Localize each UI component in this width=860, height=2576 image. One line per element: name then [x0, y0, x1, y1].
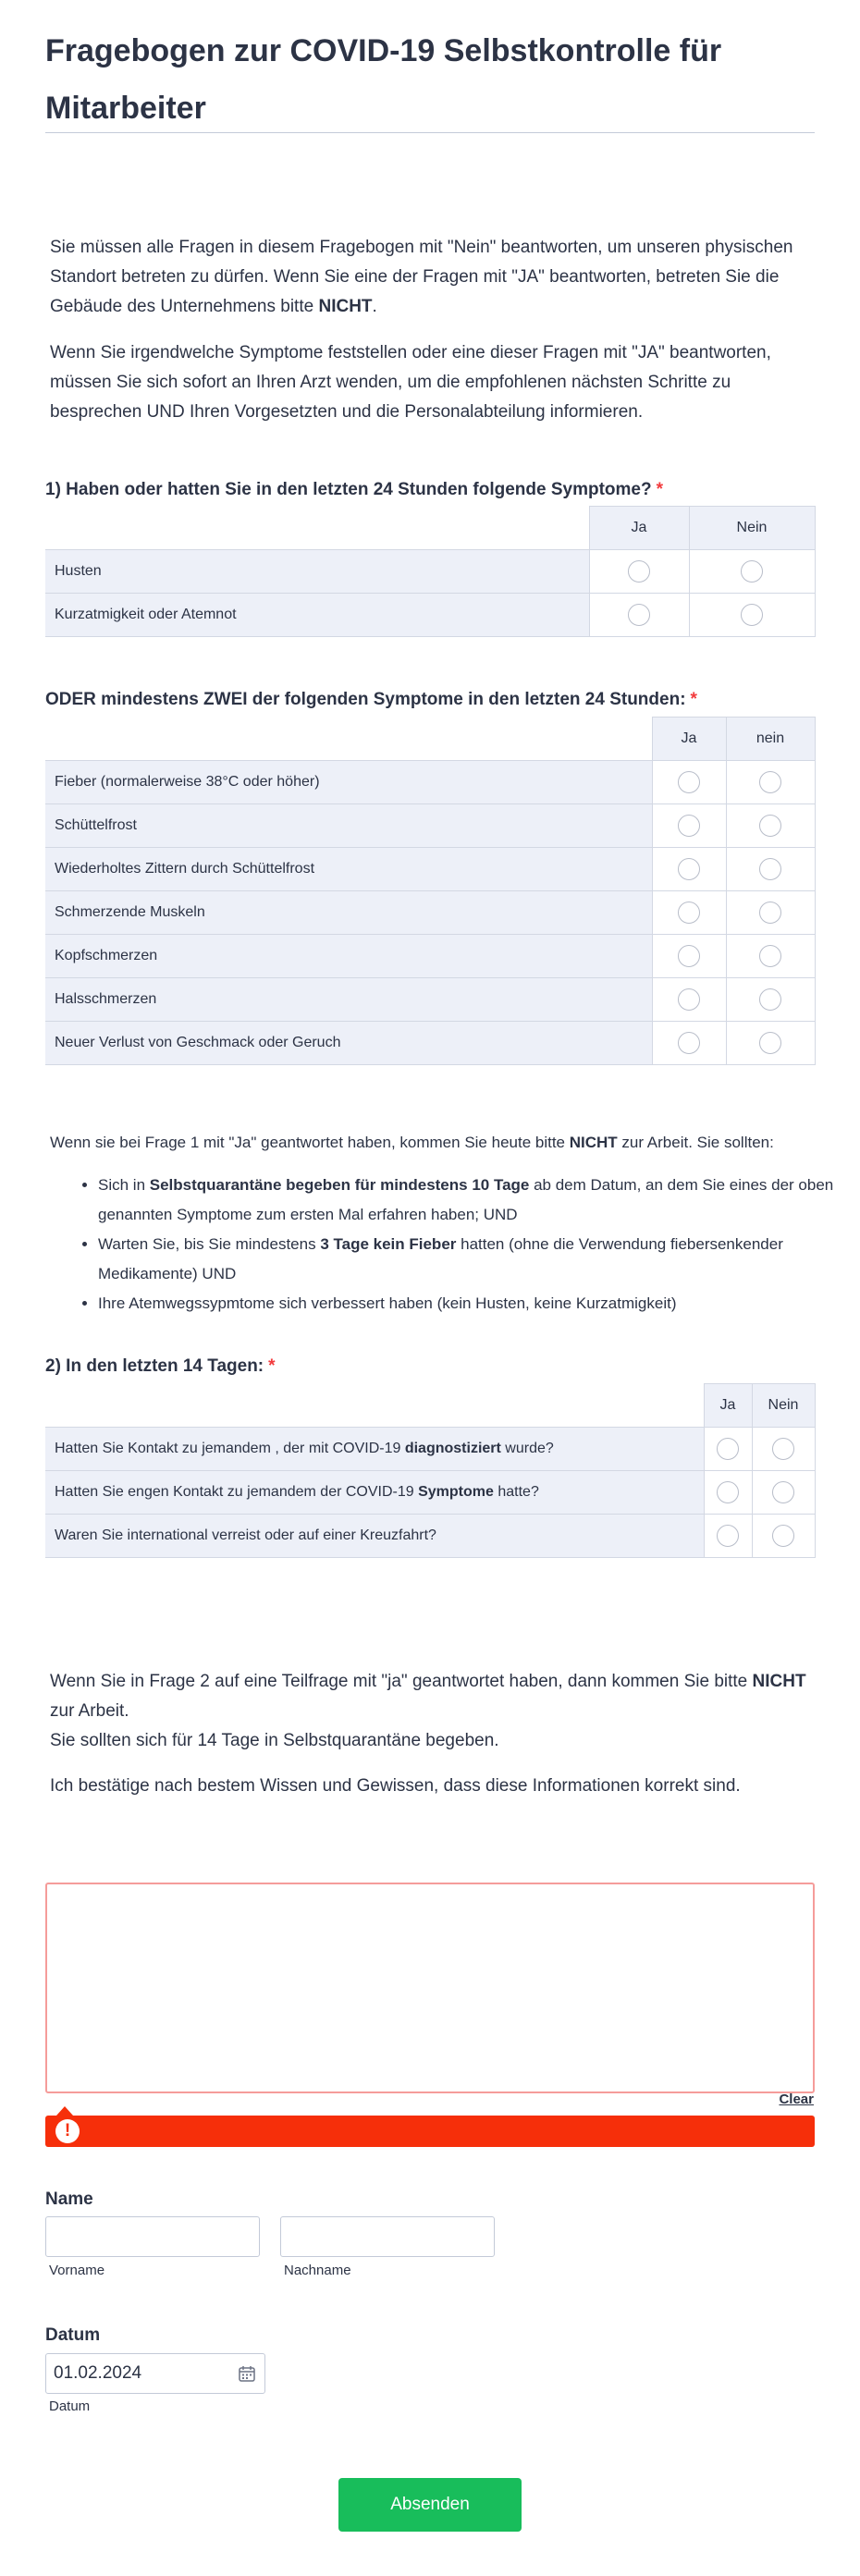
q1b-matrix	[45, 717, 816, 1065]
name-label: Name	[45, 2190, 93, 2209]
radio-cell	[652, 935, 726, 978]
radio-cell	[726, 804, 815, 848]
matrix-corner	[45, 718, 652, 761]
instructions-list	[50, 1171, 856, 1319]
q1-col-nein: Nein	[689, 507, 815, 550]
row-emphasis: Symptome	[418, 1484, 494, 1500]
radio-cell	[652, 1022, 726, 1065]
q1b-row-label: Halsschmerzen	[45, 978, 652, 1022]
intro-paragraph-1	[50, 233, 808, 322]
closing-text: Wenn Sie in Frage 2 auf eine Teilfrage mit "ja" geantwortet haben, dann kommen Sie bitte	[50, 1672, 753, 1691]
row-text: hatte?	[493, 1484, 539, 1500]
list-item	[98, 1171, 856, 1230]
row-text: Hatten Sie engen Kontakt zu jemandem der COVID-19	[55, 1484, 419, 1500]
q1-r2-nein-radio[interactable]	[741, 604, 763, 626]
instructions-lead	[50, 1128, 808, 1158]
radio-cell	[726, 935, 815, 978]
radio-cell	[726, 848, 815, 891]
title-divider	[45, 132, 815, 133]
matrix-corner	[45, 1384, 704, 1428]
q1b-row-label: Wiederholtes Zittern durch Schüttelfrost	[45, 848, 652, 891]
date-field[interactable]	[45, 2353, 265, 2394]
date-sublabel: Datum	[49, 2398, 91, 2414]
q1b-row-label: Fieber (normalerweise 38°C oder höher)	[45, 761, 652, 804]
table-row	[45, 1022, 815, 1065]
q1-r1-ja-cell	[589, 550, 689, 594]
list-text: Sich in	[98, 1176, 150, 1194]
radio-cell	[652, 978, 726, 1022]
q1b-r1-nein-radio[interactable]	[759, 771, 781, 793]
q1b-label	[45, 690, 697, 710]
list-emphasis: 3 Tage kein Fieber	[320, 1235, 457, 1253]
radio-cell	[652, 891, 726, 935]
list-text: ab dem Datum, an dem Sie eines der oben genannten Symptome zum ersten Mal erfahren haben; UND	[98, 1176, 834, 1223]
q1b-r5-ja-radio[interactable]	[678, 945, 700, 967]
closing-paragraph-2: Ich bestätige nach bestem Wissen und Gewissen, dass diese Informationen korrekt sind.	[50, 1776, 741, 1796]
radio-cell	[704, 1428, 752, 1471]
instructions-text: Wenn sie bei Frage 1 mit "Ja" geantwortet haben, kommen Sie heute bitte	[50, 1134, 570, 1151]
list-text: hatten (ohne die Verwendung fiebersenkender Medikamente) UND	[98, 1235, 783, 1282]
q1b-r1-ja-radio[interactable]	[678, 771, 700, 793]
q1-r1-nein-cell	[689, 550, 815, 594]
radio-cell	[726, 761, 815, 804]
error-exclamation-icon: !	[55, 2119, 80, 2143]
intro-text: Sie müssen alle Fragen in diesem Fragebogen mit "Nein" beantworten, um unseren physischen Standort betreten zu dürfen. Wenn Sie eine der Fragen mit "JA" beantworten, betreten Sie die Gebäude des Unternehmens bitte	[50, 238, 793, 316]
date-value: 01.02.2024	[54, 2363, 142, 2383]
matrix-corner	[45, 507, 589, 550]
q1-row-label: Kurzatmigkeit oder Atemnot	[45, 594, 589, 637]
q1-matrix	[45, 506, 816, 637]
radio-cell	[726, 891, 815, 935]
table-row	[45, 1515, 815, 1558]
radio-cell	[726, 978, 815, 1022]
list-emphasis: Selbstquarantäne begeben für mindestens 10 Tage	[149, 1176, 530, 1194]
radio-cell	[752, 1471, 815, 1515]
list-item	[98, 1230, 856, 1289]
q1b-r7-nein-radio[interactable]	[759, 1032, 781, 1054]
q1b-label-text: ODER mindestens ZWEI der folgenden Symptome in den letzten 24 Stunden:	[45, 690, 686, 709]
q1b-r7-ja-radio[interactable]	[678, 1032, 700, 1054]
q2-row-label	[45, 1428, 704, 1471]
table-row	[45, 1428, 815, 1471]
q2-r3-nein-radio[interactable]	[772, 1525, 794, 1547]
q1b-r5-nein-radio[interactable]	[759, 945, 781, 967]
q2-row-label: Waren Sie international verreist oder auf einer Kreuzfahrt?	[45, 1515, 704, 1558]
row-text: wurde?	[500, 1441, 554, 1456]
intro-paragraph-2: Wenn Sie irgendwelche Symptome feststellen oder eine dieser Fragen mit "JA" beantworten, müssen Sie sich sofort an Ihren Arzt wenden, um die empfohlenen nächsten Schritte zu besprechen UND Ihren Vorgesetzten und die Personalabteilung informieren.	[50, 343, 771, 422]
instructions-emphasis: NICHT	[569, 1134, 618, 1151]
radio-cell	[704, 1471, 752, 1515]
q1b-col-ja: Ja	[652, 718, 726, 761]
required-mark: *	[268, 1356, 276, 1376]
form-title: Fragebogen zur COVID-19 Selbstkontrolle für Mitarbeiter	[45, 33, 722, 126]
table-row	[45, 848, 815, 891]
table-row	[45, 1471, 815, 1515]
radio-cell	[652, 848, 726, 891]
table-row	[45, 891, 815, 935]
list-text: Warten Sie, bis Sie mindestens	[98, 1235, 321, 1253]
q2-matrix	[45, 1383, 816, 1558]
last-name-sublabel: Nachname	[284, 2263, 351, 2278]
radio-cell	[704, 1515, 752, 1558]
table-row	[45, 594, 815, 637]
q1b-r6-nein-radio[interactable]	[759, 988, 781, 1011]
last-name-input[interactable]	[280, 2216, 495, 2257]
list-item: • Ihre Atemwegssypmtome sich verbessert haben (kein Husten, keine Kurzatmigkeit)	[98, 1289, 856, 1319]
radio-cell	[652, 761, 726, 804]
closing-text: zur Arbeit.	[50, 1701, 129, 1721]
radio-cell	[752, 1515, 815, 1558]
table-row	[45, 978, 815, 1022]
q1b-r6-ja-radio[interactable]	[678, 988, 700, 1011]
table-row	[45, 761, 815, 804]
q2-row-label	[45, 1471, 704, 1515]
table-row	[45, 935, 815, 978]
q2-r1-ja-radio[interactable]	[717, 1438, 739, 1460]
q1b-r3-nein-radio[interactable]	[759, 858, 781, 880]
q1b-row-label: Kopfschmerzen	[45, 935, 652, 978]
q1b-r2-ja-radio[interactable]	[678, 815, 700, 837]
first-name-sublabel: Vorname	[49, 2263, 105, 2278]
closing-emphasis: NICHT	[752, 1672, 806, 1691]
instructions-text-end: zur Arbeit. Sie sollten:	[617, 1134, 774, 1151]
radio-cell	[726, 1022, 815, 1065]
table-row	[45, 804, 815, 848]
signature-error-bar	[45, 2116, 815, 2147]
q2-col-nein: Nein	[752, 1384, 815, 1428]
q1b-r4-nein-radio[interactable]	[759, 902, 781, 924]
radio-cell	[652, 804, 726, 848]
q1-r2-ja-radio[interactable]	[628, 604, 650, 626]
q2-label-text: 2) In den letzten 14 Tagen:	[45, 1356, 264, 1376]
clear-signature-link[interactable]: Clear	[779, 2091, 814, 2107]
q1-r2-nein-cell	[689, 594, 815, 637]
radio-cell	[752, 1428, 815, 1471]
q2-label	[45, 1356, 276, 1377]
q1-label-text: 1) Haben oder hatten Sie in den letzten 24 Stunden folgende Symptome?	[45, 480, 652, 499]
row-text: Hatten Sie Kontakt zu jemandem , der mit COVID-19	[55, 1441, 405, 1456]
calendar-icon[interactable]	[239, 2365, 255, 2382]
intro-text-end: .	[372, 297, 377, 316]
q2-r2-ja-radio[interactable]	[717, 1481, 739, 1503]
closing-text: Sie sollten sich für 14 Tage in Selbstquarantäne begeben.	[50, 1731, 499, 1750]
q1-r2-ja-cell	[589, 594, 689, 637]
q1-col-ja: Ja	[589, 507, 689, 550]
closing-paragraph-1	[50, 1667, 808, 1756]
row-emphasis: diagnostiziert	[404, 1441, 501, 1456]
q1b-r3-ja-radio[interactable]	[678, 858, 700, 880]
q1-r1-nein-radio[interactable]	[741, 560, 763, 583]
signature-pad[interactable]	[45, 1883, 815, 2093]
q2-r1-nein-radio[interactable]	[772, 1438, 794, 1460]
submit-button[interactable]: Absenden	[338, 2478, 522, 2532]
table-row	[45, 550, 815, 594]
required-mark: *	[656, 480, 663, 499]
q1b-col-nein: nein	[726, 718, 815, 761]
q1b-row-label: Schmerzende Muskeln	[45, 891, 652, 935]
q1-r1-ja-radio[interactable]	[628, 560, 650, 583]
required-mark: *	[690, 690, 697, 709]
q1b-r4-ja-radio[interactable]	[678, 902, 700, 924]
date-label: Datum	[45, 2325, 101, 2345]
q1b-r2-nein-radio[interactable]	[759, 815, 781, 837]
q1-label	[45, 480, 663, 500]
q1b-row-label: Neuer Verlust von Geschmack oder Geruch	[45, 1022, 652, 1065]
first-name-input[interactable]	[45, 2216, 260, 2257]
q2-r2-nein-radio[interactable]	[772, 1481, 794, 1503]
q1b-row-label: Schüttelfrost	[45, 804, 652, 848]
q2-r3-ja-radio[interactable]	[717, 1525, 739, 1547]
intro-emphasis: NICHT	[318, 297, 373, 316]
q1-row-label: Husten	[45, 550, 589, 594]
q2-col-ja: Ja	[704, 1384, 752, 1428]
